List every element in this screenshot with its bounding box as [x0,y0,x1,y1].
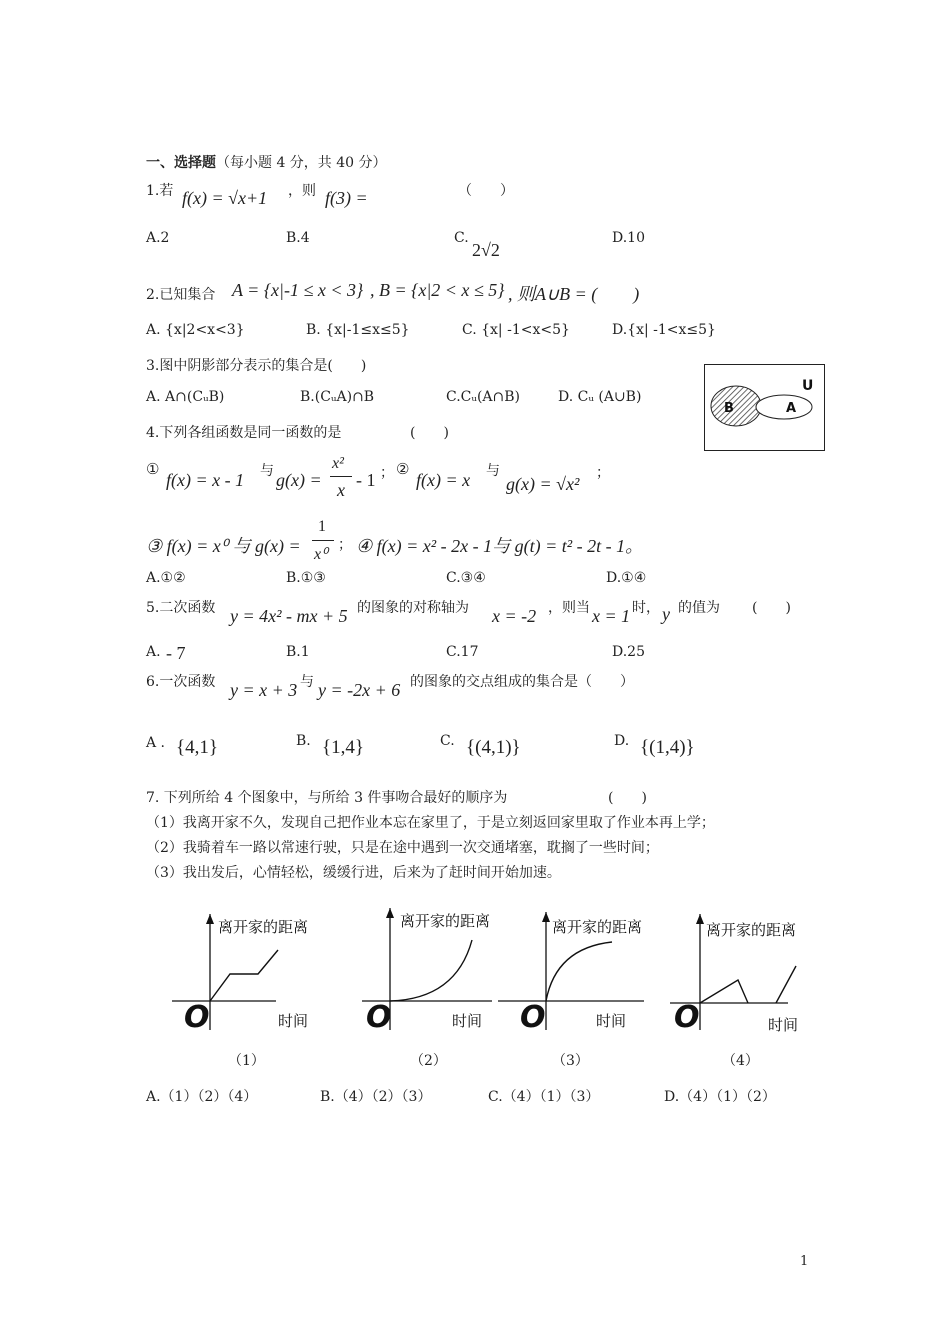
q6-tail: 的图象的交点组成的集合是（ ） [410,674,634,690]
q4-pair1-tail: - 1 [356,470,376,490]
q5-axis: x = -2 [492,606,537,626]
q1-option-a: A.2 [146,230,170,246]
q6-option-a: A . [146,735,166,751]
q6-option-d-value: {(1,4)} [640,737,695,758]
section-title: 一、选择题 [146,155,216,171]
q2-stem: 2.已知集合 [146,287,216,303]
q4-pair2-g: g(x) = √x² [506,474,580,494]
q1-option-b: B.4 [286,230,310,246]
graph-4-curve-second-trip [776,966,796,1003]
q7-paren: ( ) [608,790,647,806]
q1-option-c: C. [454,230,469,246]
q4-pair3-num: 1 [318,518,326,535]
q6-and: 与 [300,674,314,690]
q1-function: f(x) = √x+1 [182,188,268,208]
q4-pair1-and: 与 [260,463,274,479]
q7-event3: （3）我出发后，心情轻松，缓缓行进，后来为了赶时间开始加速。 [146,865,561,881]
venn-diagram [704,364,826,452]
q1-stem: 1.若 [146,183,174,199]
graph-2-origin: O [366,1000,392,1035]
q2-tail: , 则A∪B = ( ) [508,284,640,304]
q6-stem: 6.一次函数 [146,674,216,690]
q7-option-c: C.（4）（1）（3） [488,1089,600,1105]
q1-option-c-value: 2√2 [472,240,500,260]
y-axis-arrow [386,908,394,918]
q5-text1: 的图象的对称轴为 [357,600,469,616]
graph-3 [496,904,666,1036]
q7-event1: （1）我离开家不久，发现自己把作业本忘在家里了，于是立刻返回家里取了作业本再上学； [146,815,715,831]
q4-pair3-den: x⁰ [314,546,328,563]
set-a-ellipse [756,395,812,419]
graph-4-xlabel: 时间 [768,1016,799,1034]
q4-option-d: D.①④ [606,570,647,586]
graph-2-caption: （2） [410,1053,447,1069]
q4-pair2-f: f(x) = x [416,470,471,490]
q6-option-b: B. [296,733,311,749]
q7-option-a: A.（1）（2）（4） [146,1089,258,1105]
graph-3-caption: （3） [552,1053,589,1069]
q4-pair3-sep: ； [338,537,352,553]
graph-3-ylabel: 离开家的距离 [552,918,643,936]
q1-paren: （ ） [458,183,514,199]
section-header [146,152,387,172]
q4-pair3-fraction-bar [312,540,334,541]
graph-4-origin: O [674,1000,700,1035]
q5-stem: 5.二次函数 [146,600,216,616]
graph-3-xlabel: 时间 [596,1012,627,1030]
q5-text2: ，则当 [548,600,590,616]
q2-option-a: A. {x|2<x<3} [146,322,245,338]
graph-4-ylabel: 离开家的距离 [706,921,797,939]
q4-option-a: A.①② [146,570,186,586]
q3-option-c: C.Cᵤ(A∩B) [446,389,521,405]
graph-2-xlabel: 时间 [452,1012,483,1030]
set-b-circle [711,386,761,426]
y-axis-arrow [206,914,214,924]
q1-mid: ，则 [288,183,316,199]
q5-text3: 时， [632,600,660,616]
q2-option-b: B. {x|-1≤x≤5} [306,322,410,338]
q3-option-a: A. A∩(CᵤB) [146,389,225,405]
q6-option-c: C. [440,733,455,749]
graph-4-caption: （4） [722,1053,759,1069]
q5-y: y [662,604,670,624]
q6-option-a-value: {4,1} [176,737,218,758]
q7-stem: 7. 下列所给 4 个图象中，与所给 3 件事吻合最好的顺序为 [146,790,508,806]
q7-event2: （2）我骑着车一路以常速行驶，只是在途中遇到一次交通堵塞，耽搁了一些时间； [146,840,659,856]
q5-option-a-value: - 7 [166,643,186,663]
graph-3-origin: O [520,1000,546,1035]
q7-option-b: B.（4）（2）（3） [320,1089,432,1105]
q2-option-c: C. {x| -1<x<5} [462,322,570,338]
q5-paren: ( ) [752,600,791,616]
q6-function2: y = -2x + 6 [318,680,401,700]
q4-sep2: ； [596,465,610,481]
graph-1-origin: O [184,1000,210,1035]
q3-stem: 3.图中阴影部分表示的集合是( ) [146,358,367,374]
q4-pair1-den: x [337,480,345,500]
section-note: （每小题 4 分，共 40 分） [216,155,387,171]
venn-label-a: A [786,401,797,416]
q4-option-b: B.①③ [286,570,326,586]
venn-label-u: U [802,378,814,394]
q5-option-a: A. [146,644,161,660]
q4-pair1-num: x² [332,455,344,472]
graph-4 [668,904,818,1036]
q3-option-b: B.(CᵤA)∩B [300,389,375,405]
y-axis-arrow [696,914,704,924]
q4-pair2-and: 与 [486,463,500,479]
page-number: 1 [800,1254,809,1269]
q5-text4: 的值为 [678,600,720,616]
venn-label-b: B [724,401,734,416]
q4-pair1-mark: ① [146,460,160,478]
y-axis-arrow [542,912,550,922]
graph-1-curve [210,950,278,1001]
q6-function1: y = x + 3 [230,680,298,700]
graph-2 [356,904,506,1036]
q4-pair4: ④ f(x) = x² - 2x - 1与 g(t) = t² - 2t - 1。 [356,536,644,556]
q5-option-c: C.17 [446,644,479,660]
q6-option-b-value: {1,4} [322,737,364,758]
q6-option-c-value: {(4,1)} [466,737,521,758]
q4-pair2-mark: ② [396,460,410,478]
graph-1-ylabel: 离开家的距离 [218,918,309,936]
q5-option-d: D.25 [612,644,645,660]
q2-set-b: , B = {x|2 < x ≤ 5} [370,280,505,300]
q4-pair1-f: f(x) = x - 1 [166,470,245,490]
graph-1-caption: （1） [228,1053,265,1069]
graph-1-xlabel: 时间 [278,1012,309,1030]
q3-option-d: D. Cᵤ (A∪B) [558,389,642,405]
q7-option-d: D.（4）（1）（2） [664,1089,776,1105]
q4-stem: 4.下列各组函数是同一函数的是 [146,425,342,441]
q4-sep1: ； [380,465,394,481]
graph-1 [166,904,336,1036]
q4-paren: ( ) [410,425,449,441]
q5-function: y = 4x² - mx + 5 [230,606,348,626]
q4-option-c: C.③④ [446,570,486,586]
q1-f3: f(3) = [325,188,368,208]
q4-pair3: ③ f(x) = x⁰ 与 g(x) = [146,536,301,556]
q4-pair1-fraction-bar [330,476,352,477]
q2-set-a: A = {x|-1 ≤ x < 3} [232,280,364,300]
q1-option-d: D.10 [612,230,645,246]
graph-3-curve [546,942,612,1001]
graph-4-curve-out-back [700,980,748,1003]
q2-option-d: D.{x| -1<x≤5} [612,322,716,338]
q5-option-b: B.1 [286,644,310,660]
graph-2-ylabel: 离开家的距离 [400,912,491,930]
q5-x-value: x = 1 [592,606,631,626]
q4-pair1-g: g(x) = [276,470,322,490]
q6-option-d: D. [614,733,630,749]
graph-2-curve [390,940,472,1001]
